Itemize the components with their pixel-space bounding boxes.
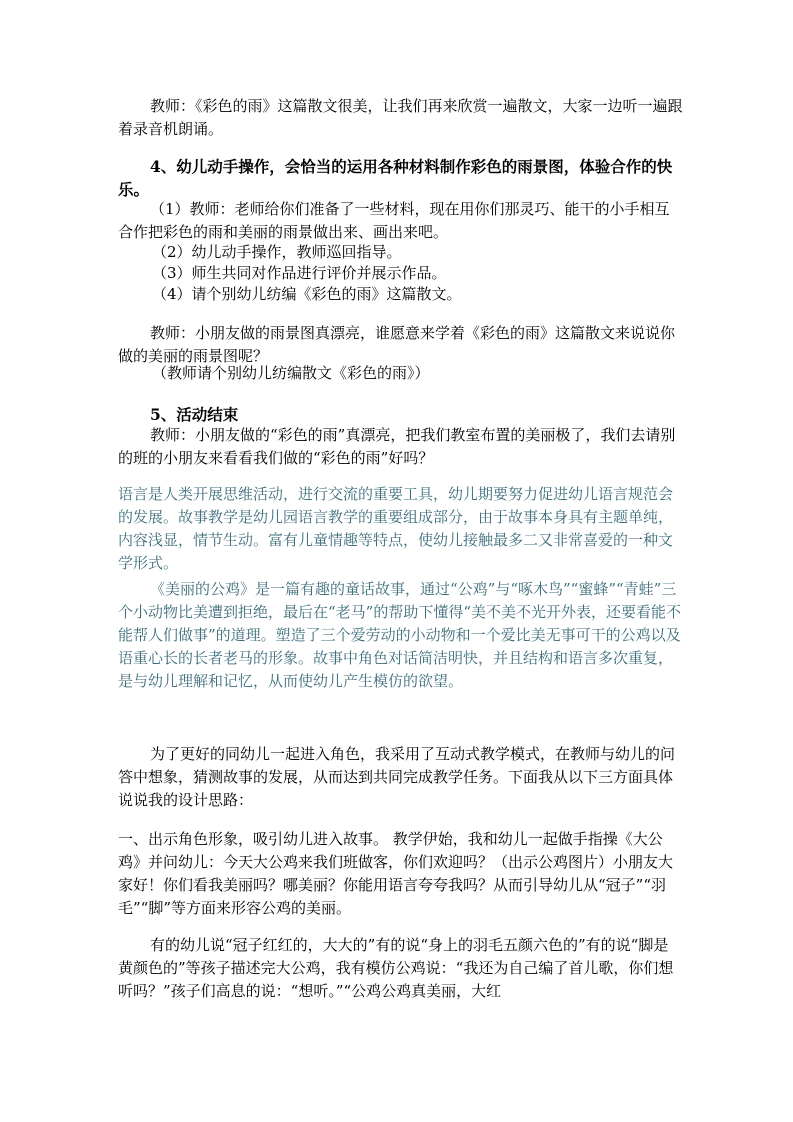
heading-section-4: 4、幼儿动手操作，会恰当的运用各种材料制作彩色的雨景图，体验合作的快乐。 [118, 157, 673, 199]
paragraph-teacher-note: （教师请个别幼儿纺编散文《彩色的雨》） [152, 364, 430, 382]
paragraph-language-intro: 语言是人类开展思维活动，进行交流的重要工具，幼儿期要努力促进幼儿语言规范会的发展。故事教学是幼儿园语言教学的重要组成部分，由于故事本身具有主题单纯，内容浅显，情节生动。富有儿童情趣等特点，使幼儿接触最多二又非常喜爱的一种文学形式。 [118, 485, 674, 572]
paragraph-children-responses: 有的幼儿说“冠子红红的，大大的”有的说“身上的羽毛五颜六色的”有的说“脚是黄颜色的”等孩子描述完大公鸡，我有模仿公鸡说：“我还为自己编了首儿歌，你们想听吗？”孩子们高息的说：“想听。”“公鸡公鸡真美丽，大红 [118, 936, 674, 1000]
paragraph-story-summary: 《美丽的公鸡》是一篇有趣的童话故事，通过“公鸡”与“啄木鸟”“蜜蜂”“青蛙”三个小动物比美遭到拒绝，最后在“老马”的帮助下懂得“美不美不光开外表，还要看能不能帮人们做事”的道理。塑造了三个爱劳动的小动物和一个爱比美无事可干的公鸡以及语重心长的长者老马的形象。故事中角色对话简洁明快，并且结构和语言多次重复，是与幼儿理解和记忆，从而使幼儿产生模仿的欲望。 [118, 580, 682, 690]
paragraph-part-one: 一、出示角色形象，吸引幼儿进入故事。 教学伊始，我和幼儿一起做手指操《大公鸡》并问幼儿：今天大公鸡来我们班做客，你们欢迎吗？（出示公鸡图片）小朋友大家好！你们看我美丽吗？哪美丽？你能用语言夸夸我吗？从而引导幼儿从“冠子”“羽毛”“脚”等方面来形容公鸡的美丽。 [118, 830, 674, 917]
heading-section-5: 5、活动结束 [150, 405, 239, 424]
step-1: （1）教师：老师给你们准备了一些材料，现在用你们那灵巧、能干的小手相互合作把彩色的雨和美丽的雨景做出来、画出来吧。 [118, 200, 670, 241]
paragraph-recitation: 教师：《彩色的雨》这篇散文很美，让我们再来欣赏一遍散文，大家一边听一遍跟着录音机朗诵。 [118, 97, 683, 138]
paragraph-teacher-prompt: 教师：小朋友做的雨景图真漂亮，谁愿意来学着《彩色的雨》这篇散文来说说你做的美丽的雨景图呢？ [118, 324, 676, 365]
step-2: （2）幼儿动手操作，教师巡回指导。 [152, 243, 402, 261]
paragraph-activity-end: 教师：小朋友做的“彩色的雨”真漂亮，把我们教室布置的美丽极了，我们去请别的班的小朋友来看看我们做的“彩色的雨”好吗？ [118, 426, 676, 467]
step-3: （3）师生共同对作品进行评价并展示作品。 [152, 264, 447, 282]
step-4: （4）请个别幼儿纺编《彩色的雨》这篇散文。 [152, 285, 462, 303]
paragraph-teaching-mode: 为了更好的同幼儿一起进入角色，我采用了互动式教学模式，在教师与幼儿的问答中想象，猜测故事的发展，从而达到共同完成教学任务。下面我从以下三方面具体说说我的设计思路： [118, 745, 676, 809]
